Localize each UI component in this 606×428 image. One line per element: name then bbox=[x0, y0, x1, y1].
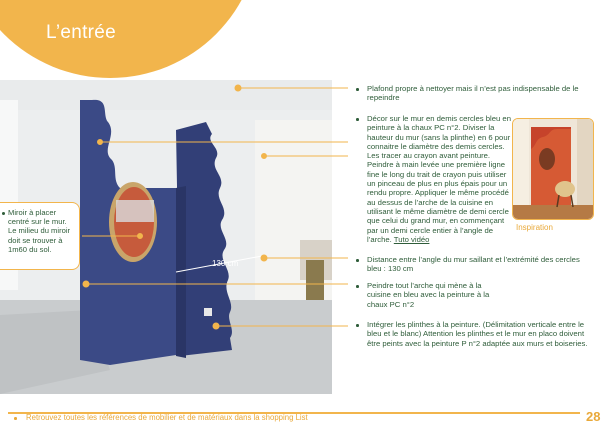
inspiration-illustration bbox=[513, 119, 594, 220]
measure-label: 130 cm bbox=[212, 259, 239, 268]
bullet-ceiling: Plafond propre à nettoyer mais il n’est pas indispensable de le repeindre bbox=[367, 84, 579, 103]
inspiration-label: Inspiration bbox=[516, 223, 553, 232]
mirror-note bbox=[0, 202, 80, 270]
page-title: L’entrée bbox=[46, 22, 117, 43]
bullet-dot bbox=[356, 285, 359, 288]
bullet-dot bbox=[356, 118, 359, 121]
bullet-dot bbox=[356, 324, 359, 327]
bullet-distance: Distance entre l’angle du mur saillant et l’extrémité des cercles bleu : 130 cm bbox=[367, 255, 580, 274]
bullet-dot bbox=[14, 417, 17, 420]
bullet-wall-decor bbox=[367, 114, 512, 244]
bullet-dot bbox=[356, 259, 359, 262]
mirror-note-text: Miroir à placer centré sur le mur. Le milieu du miroir doit se trouver à 1m60 du sol. bbox=[8, 208, 71, 254]
bullet-wall-decor-text: Décor sur le mur en demis cercles bleu en peinture à la chaux PC n°2. Diviser la hauteur du mur (sans la plinthe) en 6 pour connaitre le diamètre des demis cercles. Les tracer au crayon avant peinture. Peindre à main levée une première ligne fine le long du trait de crayon puis utiliser un pinceau de plus en plus épais pour un rendu propre. Appliquer le même procédé au dessus de l’arche de la cuisine en utilisant le même diamètre de demi cercle que celui du grand mur, en commençant par un demi cercle entier à l’angle de l’arche. bbox=[367, 114, 511, 244]
page-number: 28 bbox=[586, 409, 601, 424]
bullet-dot bbox=[2, 212, 5, 215]
bullet-baseboards: Intégrer les plinthes à la peinture. (Délimitation verticale entre le bleu et le blanc) Attention les plinthes et le mur en placo doivent être peints avec la peinture P n°2 adaptée aux murs et boiseries. bbox=[367, 320, 588, 348]
tuto-video-link[interactable]: Tuto vidéo bbox=[393, 234, 430, 244]
footer-text: Retrouvez toutes les références de mobilier et de matériaux dans la shopping List bbox=[26, 413, 308, 422]
inspiration-image bbox=[512, 118, 594, 220]
bullet-arch: Peindre tout l’arche qui mène à la cuisine en bleu avec la peinture à la chaux PC n°2 bbox=[367, 281, 490, 309]
bullet-dot bbox=[356, 88, 359, 91]
header-shape bbox=[0, 0, 260, 78]
